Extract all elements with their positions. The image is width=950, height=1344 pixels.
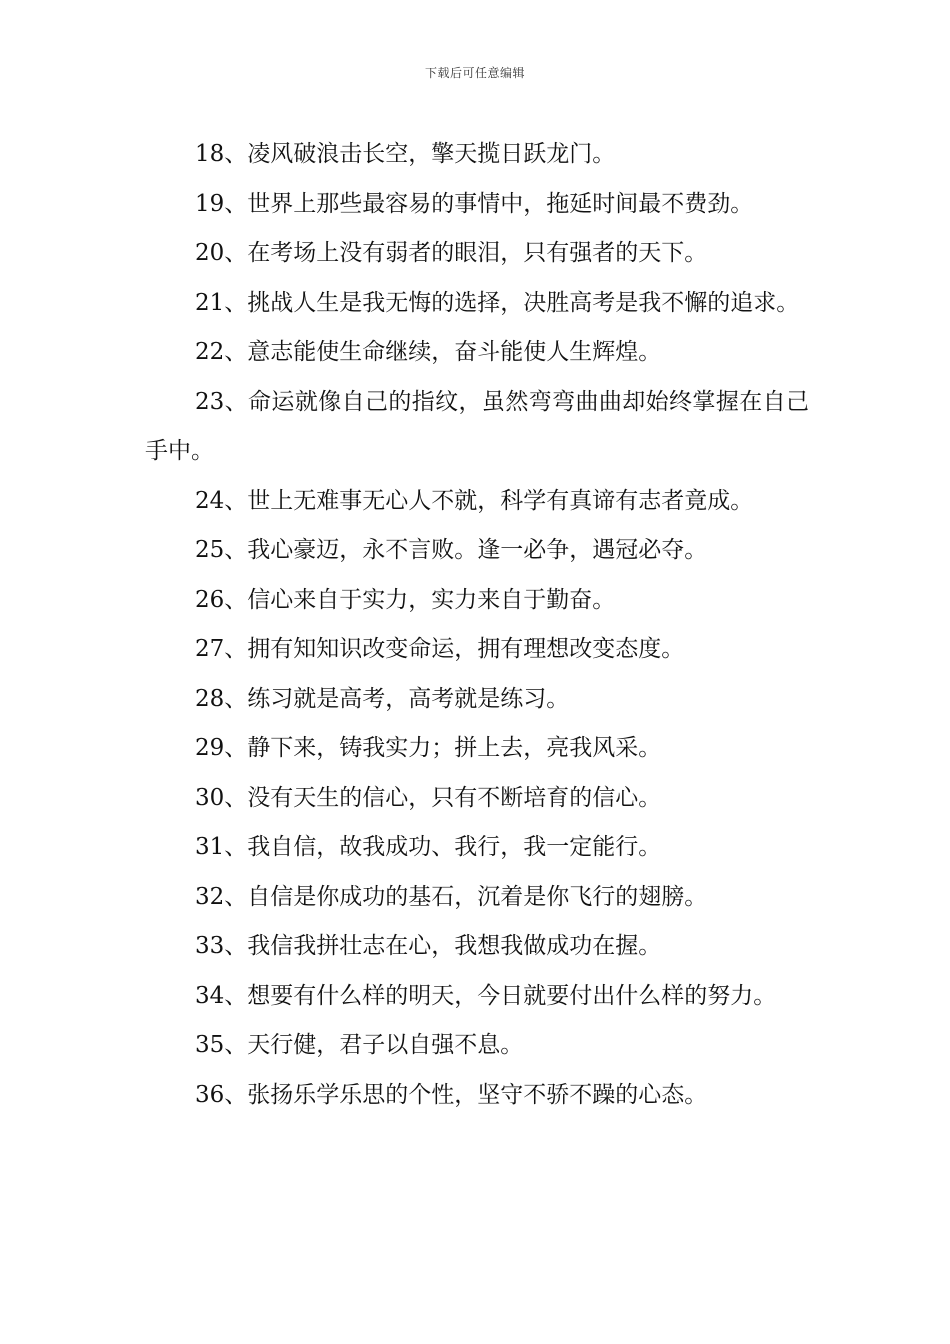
list-item: 18、凌风破浪击长空，擎天揽日跃龙门。	[195, 141, 616, 167]
page-header-note: 下载后可任意编辑	[424, 66, 525, 80]
list-item: 34、想要有什么样的明天，今日就要付出什么样的努力。	[195, 982, 777, 1009]
list-item: 22、意志能使生命继续，奋斗能使人生辉煌。	[195, 339, 662, 365]
list-item: 21、挑战人生是我无悔的选择，决胜高考是我不懈的追求。	[195, 289, 800, 316]
list-item: 28、练习就是高考，高考就是练习。	[195, 685, 570, 712]
list-item: 26、信心来自于实力，实力来自于勤奋。	[195, 586, 616, 613]
list-item: 36、张扬乐学乐思的个性，坚守不骄不躁的心态。	[195, 1081, 708, 1108]
list-item: 19、世界上那些最容易的事情中，拖延时间最不费劲。	[195, 190, 754, 217]
list-item: 29、静下来，铸我实力；拼上去，亮我风采。	[195, 735, 662, 761]
document-body	[145, 130, 809, 1120]
list-item: 33、我信我拼壮志在心，我想我做成功在握。	[195, 933, 662, 959]
list-item: 23、命运就像自己的指纹，虽然弯弯曲曲却始终掌握在自己手中。	[145, 388, 809, 464]
list-item: 27、拥有知知识改变命运，拥有理想改变态度。	[195, 636, 685, 662]
list-item: 32、自信是你成功的基石，沉着是你飞行的翅膀。	[195, 883, 708, 910]
list-item: 31、我自信，故我成功、我行，我一定能行。	[195, 834, 662, 860]
list-item: 35、天行健，君子以自强不息。	[195, 1032, 524, 1058]
list-item: 30、没有天生的信心，只有不断培育的信心。	[195, 784, 662, 811]
list-item: 25、我心豪迈，永不言败。逢一必争，遇冠必夺。	[195, 537, 708, 563]
list-item: 20、在考场上没有弱者的眼泪，只有强者的天下。	[195, 240, 708, 266]
list-item: 24、世上无难事无心人不就，科学有真谛有志者竟成。	[195, 487, 754, 514]
